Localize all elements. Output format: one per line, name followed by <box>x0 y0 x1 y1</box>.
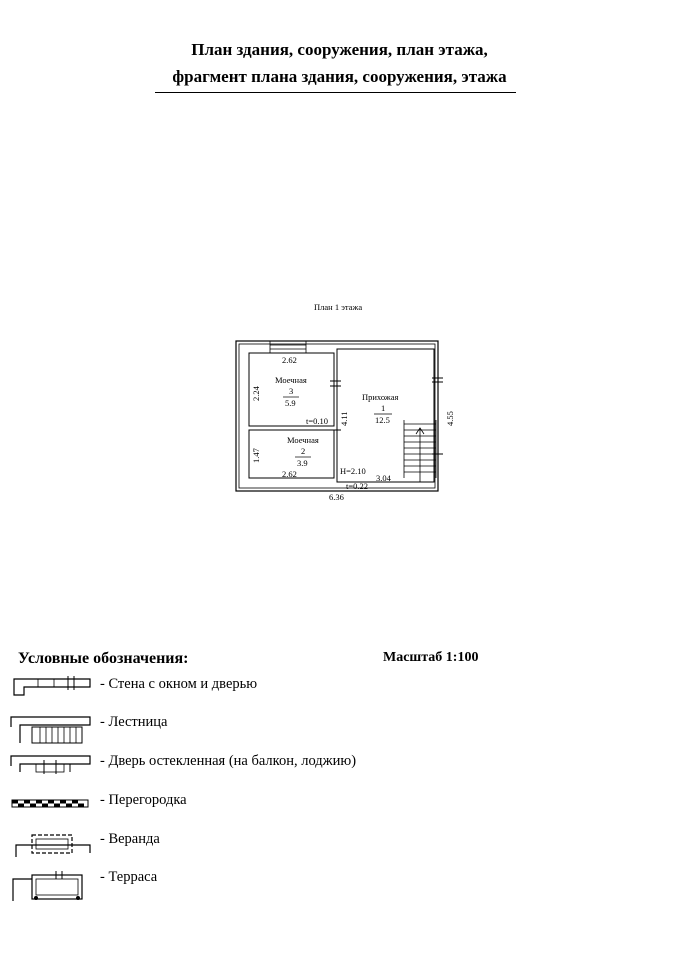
document-title-line-1: План здания, сооружения, план этажа, <box>191 40 488 59</box>
wall-window-door-icon <box>10 675 92 697</box>
scale-label: Масштаб 1:100 <box>383 650 479 665</box>
dim-overall-width: 6.36 <box>329 492 344 502</box>
dim-partition-thickness: t=0.10 <box>306 416 329 426</box>
window-symbol <box>270 341 306 353</box>
legend-item-text: - Дверь остекленная (на балкон, лоджию) <box>100 753 357 769</box>
room-3-number: 3 <box>289 386 294 396</box>
room-3-name: Моечная <box>275 375 307 385</box>
stairs-icon <box>10 713 92 745</box>
room-2-number: 2 <box>301 446 306 456</box>
legend-item-text: - Перегородка <box>100 792 187 808</box>
room-1-name: Прихожая <box>362 392 399 402</box>
room-1-number: 1 <box>381 403 386 413</box>
document-title-line-2: фрагмент плана здания, сооружения, этажа <box>172 67 507 86</box>
dim-wall-thickness: t=0.22 <box>346 481 369 491</box>
terrace-icon <box>10 869 92 903</box>
room-2-area: 3.9 <box>297 458 308 468</box>
dim-room3-height: 2.24 <box>251 386 261 401</box>
dim-room3-width: 2.62 <box>282 355 297 365</box>
partition-icon <box>10 798 92 810</box>
legend-item-text: - Стена с окном и дверью <box>100 676 258 692</box>
dim-room2-height: 1.47 <box>251 448 261 463</box>
legend-item-text: - Лестница <box>100 714 168 730</box>
stairs-symbol <box>404 420 436 482</box>
room-1-area: 12.5 <box>375 415 390 425</box>
room-2-name: Моечная <box>287 435 319 445</box>
legend-title: Условные обозначения: <box>18 650 189 667</box>
legend-item-text: - Веранда <box>100 831 160 847</box>
dim-hall-height-right: 4.55 <box>445 411 455 426</box>
legend-item-text: - Терраса <box>100 869 158 885</box>
plan-caption: План 1 этажа <box>314 302 363 312</box>
glazed-door-icon <box>10 752 92 774</box>
room-3-area: 5.9 <box>285 398 296 408</box>
dim-room2-width: 2.62 <box>282 469 297 479</box>
dim-hall-height-left: 4.11 <box>339 411 349 426</box>
veranda-icon <box>10 831 92 861</box>
dim-ceiling-height: H=2.10 <box>340 466 366 476</box>
dim-hall-width: 3.04 <box>376 473 391 483</box>
